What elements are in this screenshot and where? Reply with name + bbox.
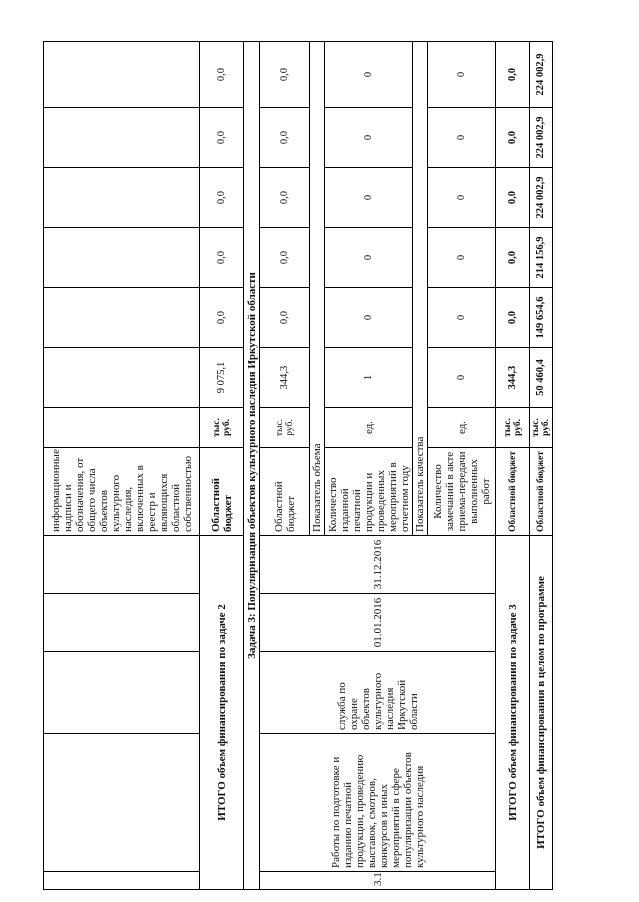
table-row xyxy=(496,42,530,890)
source-cell: Областной бюджет xyxy=(496,448,530,536)
value-cell: 0,0 xyxy=(496,228,530,288)
value-cell: 0,0 xyxy=(496,288,530,348)
row-number: 3.1 xyxy=(260,872,496,890)
value-cell: 0 xyxy=(325,228,413,288)
unit-cell: тыс. руб. xyxy=(530,408,553,448)
table-row xyxy=(200,42,244,890)
indicator-cell: Количество изданной печатной продукции и проведенных мероприятий в отчетном году xyxy=(325,448,413,536)
unit-cell: тыс. руб. xyxy=(200,408,244,448)
unit-cell: ед. xyxy=(428,408,496,448)
table-row xyxy=(530,42,553,890)
value-cell: 0 xyxy=(428,288,496,348)
value-cell: 149 654,6 xyxy=(530,288,553,348)
value-cell: 0,0 xyxy=(496,168,530,228)
value-cell: 0,0 xyxy=(200,288,244,348)
value-cell: 0,0 xyxy=(496,108,530,168)
value-cell: 0 xyxy=(428,348,496,408)
value-cell: 344,3 xyxy=(260,348,310,408)
value-cell: 0 xyxy=(428,108,496,168)
indicator-cell: информационные надписи и обозначения, от общего числа объектов культурного наследия, включенных в реестр и являющихся областной собственностью xyxy=(44,448,200,536)
activity-cell: Работы по подготовке и изданию печатной продукции, проведению выставок, смотров, конкурсов и иных мероприятий в сфере популяризации объектов культурного наследия xyxy=(260,734,496,872)
value-cell: 0 xyxy=(325,42,413,108)
value-cell: 0,0 xyxy=(200,168,244,228)
executor-cell: служба по охране объектов культурного наследия Иркутской области xyxy=(260,652,496,734)
value-cell: 344,3 xyxy=(496,348,530,408)
value-cell: 224 002,9 xyxy=(530,42,553,108)
value-cell: 0 xyxy=(428,228,496,288)
value-cell: 0,0 xyxy=(200,42,244,108)
value-cell: 214 156,9 xyxy=(530,228,553,288)
unit-cell: тыс. руб. xyxy=(496,408,530,448)
table-row xyxy=(44,42,200,890)
volume-label: Показатель объема xyxy=(310,42,325,536)
task3-total-label: ИТОГО объем финансирования по задаче 3 xyxy=(496,536,530,890)
source-cell: Областной бюджет xyxy=(260,448,310,536)
value-cell: 0,0 xyxy=(260,288,310,348)
value-cell: 50 460,4 xyxy=(530,348,553,408)
program-total-label: ИТОГО объем финансирования в целом по программе xyxy=(530,536,553,890)
value-cell: 0,0 xyxy=(200,108,244,168)
value-cell: 0 xyxy=(428,168,496,228)
value-cell: 0,0 xyxy=(260,108,310,168)
quality-label: Показатель качества xyxy=(413,42,428,536)
unit-cell: ед. xyxy=(325,408,413,448)
value-cell: 0,0 xyxy=(260,228,310,288)
value-cell: 0,0 xyxy=(200,228,244,288)
value-cell: 9 075,1 xyxy=(200,348,244,408)
value-cell: 0 xyxy=(325,288,413,348)
value-cell: 224 002,9 xyxy=(530,108,553,168)
unit-cell: тыс. руб. xyxy=(260,408,310,448)
task2-total-label: ИТОГО объем финансирования по задаче 2 xyxy=(200,536,244,890)
source-cell: Областной бюджет xyxy=(200,448,244,536)
value-cell: 1 xyxy=(325,348,413,408)
value-cell: 0,0 xyxy=(260,42,310,108)
end-date: 31.12.2016 xyxy=(260,536,496,594)
indicator-cell: Количество замечаний в акте приема-передачи выполненных работ xyxy=(428,448,496,536)
value-cell: 0,0 xyxy=(496,42,530,108)
value-cell: 0 xyxy=(325,108,413,168)
source-cell: Областной бюджет xyxy=(530,448,553,536)
rotated-table-page xyxy=(43,42,551,890)
financing-table xyxy=(43,41,553,890)
table-row xyxy=(244,42,260,890)
value-cell: 224 002,9 xyxy=(530,168,553,228)
value-cell: 0 xyxy=(325,168,413,228)
value-cell: 0,0 xyxy=(260,168,310,228)
start-date: 01.01.2016 xyxy=(260,594,496,652)
table-row xyxy=(260,42,310,890)
task3-header: Задача 3: Популяризация объектов культурного наследия Иркутской области xyxy=(244,42,260,890)
value-cell: 0 xyxy=(428,42,496,108)
